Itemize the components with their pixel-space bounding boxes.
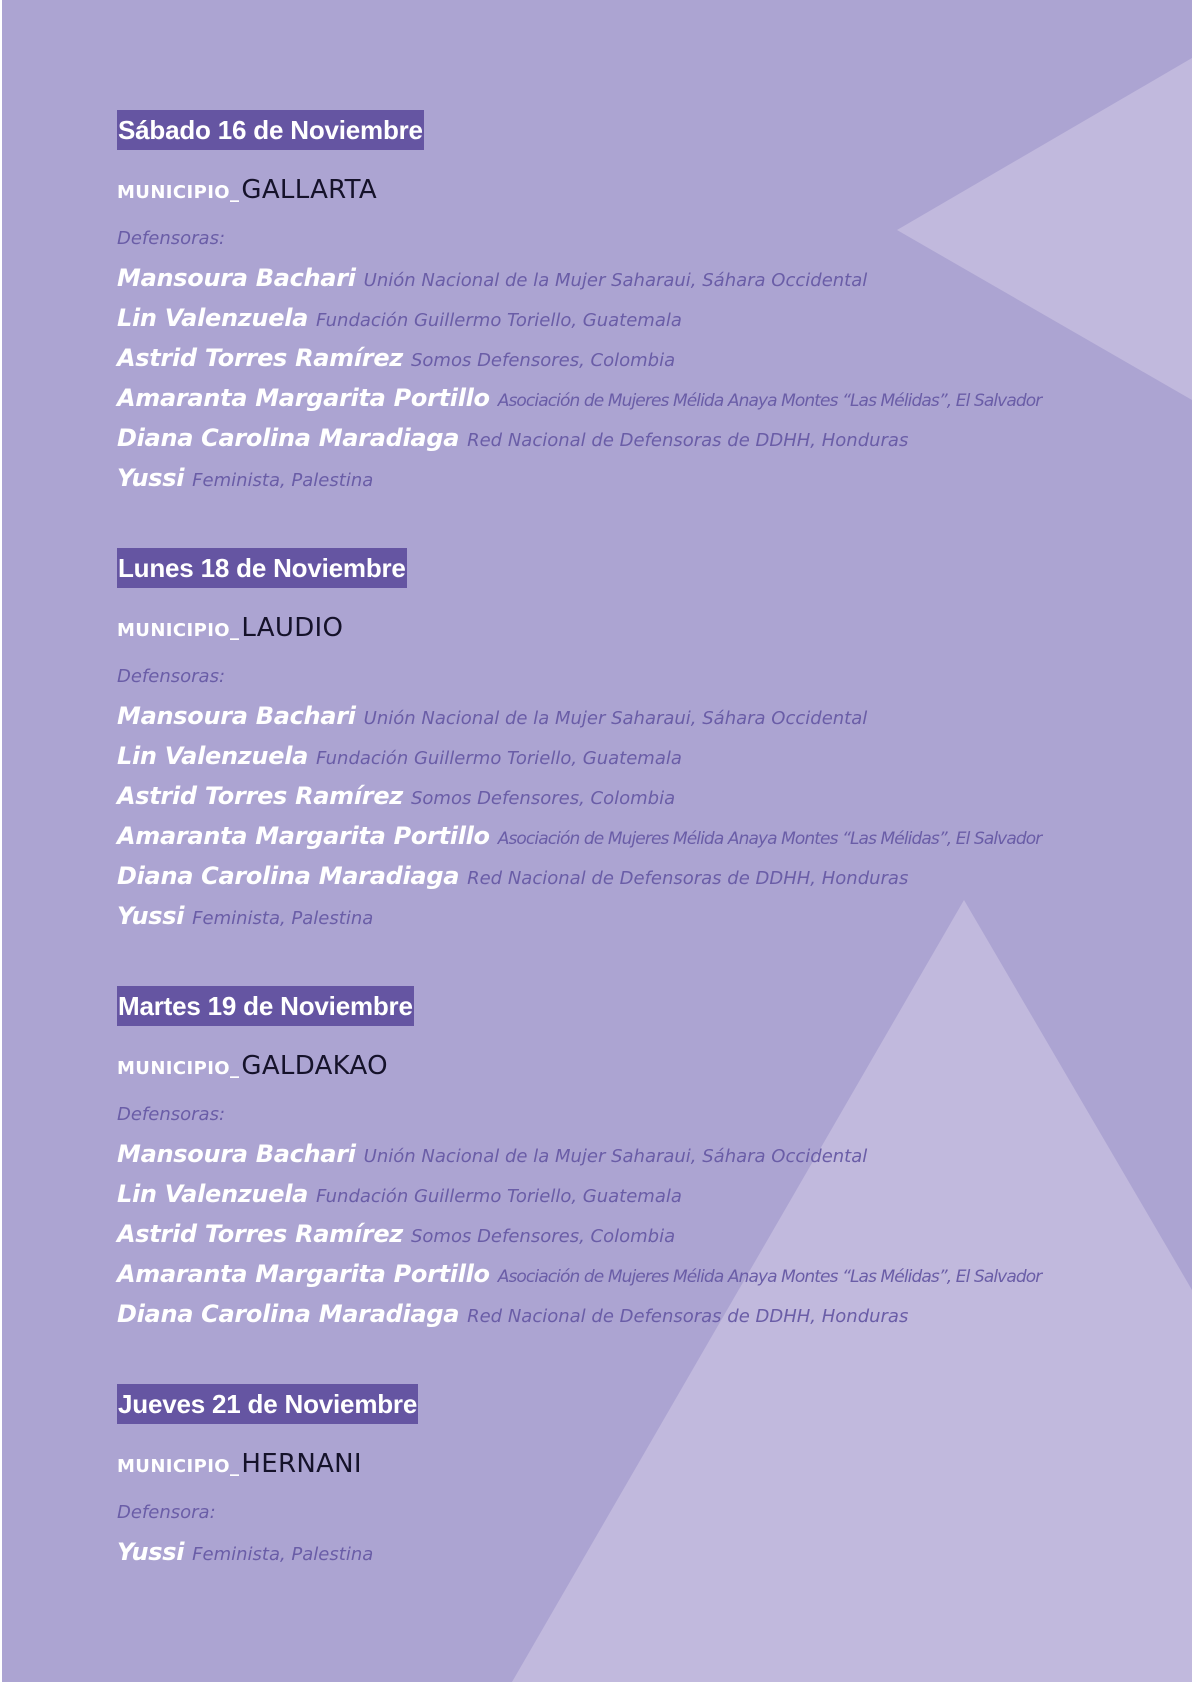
defender-name: Mansoura Bachari: [117, 1140, 356, 1168]
defender-row: [117, 1214, 1117, 1254]
defender-organization: Asociación de Mujeres Mélida Anaya Montes “Las Mélidas”, El Salvador: [497, 1267, 1042, 1287]
defender-row: [117, 378, 1117, 418]
municipio-label: MUNICIPIO_: [117, 620, 240, 641]
page: [2, 0, 1192, 1682]
defender-row: [117, 1254, 1117, 1294]
municipio-line: [117, 1446, 1117, 1482]
defender-name: Lin Valenzuela: [117, 742, 309, 770]
defender-organization: Fundación Guillermo Toriello, Guatemala: [316, 748, 682, 769]
defender-name: Yussi: [117, 1538, 185, 1566]
municipio-line: [117, 1048, 1117, 1084]
defender-organization: Fundación Guillermo Toriello, Guatemala: [316, 310, 682, 331]
defender-row: [117, 458, 1117, 498]
defender-organization: Feminista, Palestina: [192, 908, 374, 929]
event-section-2: [117, 548, 1117, 936]
defender-organization: Somos Defensores, Colombia: [410, 788, 676, 809]
defensoras-label: Defensora:: [117, 1502, 216, 1523]
municipio-label: MUNICIPIO_: [117, 182, 240, 203]
defensoras-label: Defensoras:: [117, 1104, 226, 1125]
defender-row: [117, 1294, 1117, 1334]
defender-organization: Somos Defensores, Colombia: [410, 350, 676, 371]
defender-organization: Feminista, Palestina: [192, 470, 374, 491]
defender-name: Diana Carolina Maradiaga: [117, 862, 460, 890]
defender-row: [117, 1134, 1117, 1174]
defender-name: Astrid Torres Ramírez: [117, 1220, 403, 1248]
event-section-4: [117, 1384, 1117, 1572]
defender-name: Lin Valenzuela: [117, 1180, 309, 1208]
defender-name: Mansoura Bachari: [117, 264, 356, 292]
defender-organization: Unión Nacional de la Mujer Saharaui, Sáhara Occidental: [363, 1146, 868, 1167]
defensoras-label: Defensoras:: [117, 228, 226, 249]
event-section-3: [117, 986, 1117, 1334]
defender-name: Yussi: [117, 464, 185, 492]
defender-organization: Fundación Guillermo Toriello, Guatemala: [316, 1186, 682, 1207]
defender-organization: Red Nacional de Defensoras de DDHH, Honduras: [467, 1306, 909, 1327]
municipio-label: MUNICIPIO_: [117, 1456, 240, 1477]
event-date-heading: Jueves 21 de Noviembre: [117, 1384, 418, 1424]
defender-organization: Asociación de Mujeres Mélida Anaya Montes “Las Mélidas”, El Salvador: [497, 391, 1042, 411]
municipio-line: [117, 172, 1117, 208]
defender-organization: Asociación de Mujeres Mélida Anaya Montes “Las Mélidas”, El Salvador: [497, 829, 1042, 849]
municipio-name: LAUDIO: [241, 613, 344, 643]
event-date-heading: Sábado 16 de Noviembre: [117, 110, 424, 150]
event-date-heading: Martes 19 de Noviembre: [117, 986, 414, 1026]
defender-organization: Somos Defensores, Colombia: [410, 1226, 676, 1247]
defender-row: [117, 776, 1117, 816]
defender-name: Amaranta Margarita Portillo: [117, 822, 490, 850]
defensoras-label: Defensoras:: [117, 666, 226, 687]
defender-row: [117, 896, 1117, 936]
event-section-1: [117, 110, 1117, 498]
defender-name: Astrid Torres Ramírez: [117, 344, 403, 372]
municipio-name: HERNANI: [241, 1449, 362, 1479]
defender-name: Amaranta Margarita Portillo: [117, 1260, 490, 1288]
defender-name: Amaranta Margarita Portillo: [117, 384, 490, 412]
defender-row: [117, 856, 1117, 896]
event-date-heading: Lunes 18 de Noviembre: [117, 548, 407, 588]
defender-name: Lin Valenzuela: [117, 304, 309, 332]
municipio-line: [117, 610, 1117, 646]
defender-row: [117, 338, 1117, 378]
defender-row: [117, 1174, 1117, 1214]
defender-name: Yussi: [117, 902, 185, 930]
defender-row: [117, 696, 1117, 736]
municipio-name: GALDAKAO: [241, 1051, 388, 1081]
defender-organization: Unión Nacional de la Mujer Saharaui, Sáhara Occidental: [363, 708, 868, 729]
defender-row: [117, 816, 1117, 856]
defender-name: Mansoura Bachari: [117, 702, 356, 730]
defender-row: [117, 1532, 1117, 1572]
municipio-name: GALLARTA: [241, 175, 377, 205]
defender-row: [117, 736, 1117, 776]
defender-row: [117, 298, 1117, 338]
defender-organization: Red Nacional de Defensoras de DDHH, Honduras: [467, 430, 909, 451]
municipio-label: MUNICIPIO_: [117, 1058, 240, 1079]
defender-row: [117, 418, 1117, 458]
defender-name: Diana Carolina Maradiaga: [117, 1300, 460, 1328]
defender-organization: Unión Nacional de la Mujer Saharaui, Sáhara Occidental: [363, 270, 868, 291]
defender-name: Diana Carolina Maradiaga: [117, 424, 460, 452]
defender-organization: Red Nacional de Defensoras de DDHH, Honduras: [467, 868, 909, 889]
defender-name: Astrid Torres Ramírez: [117, 782, 403, 810]
defender-row: [117, 258, 1117, 298]
defender-organization: Feminista, Palestina: [192, 1544, 374, 1565]
